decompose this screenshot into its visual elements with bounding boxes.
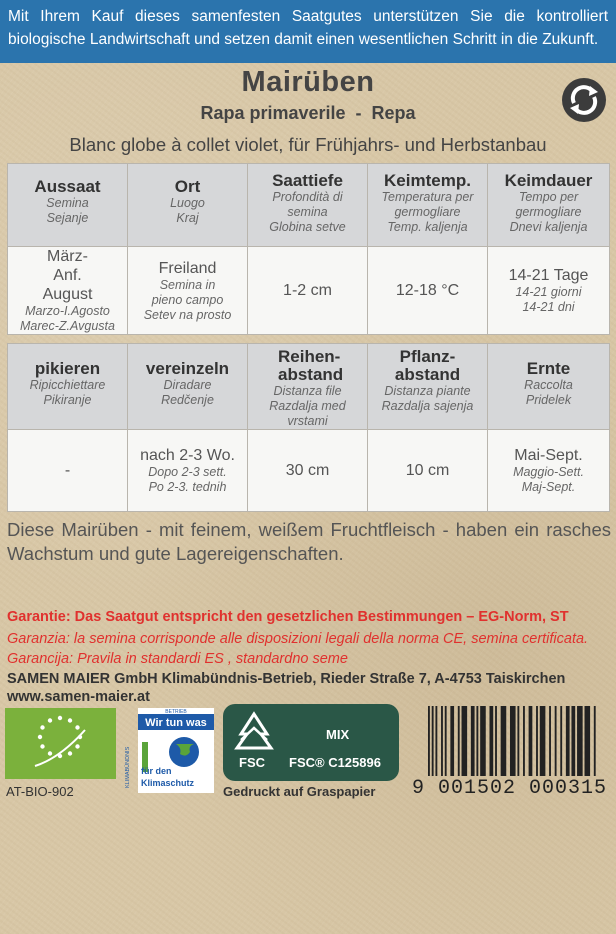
header-vereinzeln: vereinzeln Diradare Redčenje xyxy=(128,344,248,430)
barcode-bar xyxy=(540,706,546,776)
header-pflanzabstand: Pflanz-abstand Distanza piante Razdalja sajenja xyxy=(368,344,488,430)
value-pflanzabstand: 10 cm xyxy=(368,430,488,512)
barcode-bar xyxy=(462,706,468,776)
barcode-bar xyxy=(536,706,538,776)
product-name: Mairüben xyxy=(241,66,375,98)
barcode-bar xyxy=(450,706,454,776)
sowing-table-value-row xyxy=(8,247,610,335)
value-saattiefe: 1-2 cm xyxy=(248,247,368,335)
product-subtitle: Blanc globe à collet violet, für Frühjahrs- und Herbstanbau xyxy=(69,134,547,155)
care-table-header-row xyxy=(8,344,610,430)
klima-bottom-text-1: für den xyxy=(141,766,172,776)
fsc-label: FSC xyxy=(239,755,265,770)
barcode-bar xyxy=(495,706,497,776)
company-website[interactable]: www.samen-maier.at xyxy=(7,689,150,705)
klima-bottom-text-2: Klimaschutz xyxy=(141,778,195,788)
klimabuendnis-logo xyxy=(124,708,214,793)
barcode-bar xyxy=(428,706,430,776)
fsc-mix-label: MIX xyxy=(326,727,350,742)
barcode-bar xyxy=(501,706,507,776)
value-ort: Freiland Semina in pieno campo Setev na prosto xyxy=(128,247,248,335)
barcode-bar xyxy=(445,706,447,776)
barcode-bar xyxy=(549,706,551,776)
barcode-bar xyxy=(571,706,575,776)
banner-line-2: biologische Landwirtschaft und setzen damit einen wesentlichen Schritt in die Zukunft. xyxy=(8,31,599,48)
guarantee-it: Garanzia: la semina corrisponde alle disposizioni legali della norma CE, semina certificata. xyxy=(7,631,589,647)
barcode-digits: 9 001502 000315 xyxy=(412,777,608,800)
barcode-bar xyxy=(566,706,570,776)
value-vereinzeln: nach 2-3 Wo. Dopo 2-3 sett. Po 2-3. tednih xyxy=(128,430,248,512)
care-table xyxy=(7,343,610,512)
barcode-bar xyxy=(441,706,443,776)
variety-description: Diese Mairüben - mit feinem, weißem Fruchtfleisch - haben ein rasches Wachstum und gute Lagereigenschaften. xyxy=(7,519,611,564)
value-ernte: Mai-Sept. Maggio-Sett. Maj-Sept. xyxy=(488,430,610,512)
barcode-bar xyxy=(458,706,460,776)
paper-note: Gedruckt auf Graspapier xyxy=(223,784,376,799)
klima-betrieb-text: BETRIEB xyxy=(165,709,187,715)
fsc-tree-icon xyxy=(233,710,275,754)
header-aussaat: Aussaat Semina Sejanje xyxy=(8,164,128,247)
eu-organic-logo xyxy=(5,708,116,779)
value-aussaat: März-Anf. August Marzo-I.Agosto Marec-Z.Avgusta xyxy=(8,247,128,335)
barcode-bar xyxy=(432,706,434,776)
header-keimtemp: Keimtemp. Temperatura per germogliare Temp. kaljenja xyxy=(368,164,488,247)
barcode-bar xyxy=(435,706,437,776)
header-reihenabstand: Reihen-abstand Distanza file Razdalja med vrstami xyxy=(248,344,368,430)
klima-side-text: KLIMABÜNDNIS xyxy=(125,746,131,788)
fsc-logo xyxy=(223,704,399,781)
value-keimdauer: 14-21 Tage 14-21 giorni 14-21 dni xyxy=(488,247,610,335)
barcode-bar xyxy=(476,706,478,776)
eu-organic-leaf-icon xyxy=(5,708,116,779)
header-ort: Ort Luogo Kraj xyxy=(128,164,248,247)
barcode-bar xyxy=(585,706,591,776)
header-saattiefe: Saattiefe Profondità di semina Globina setve xyxy=(248,164,368,247)
fsc-license-code: FSC® C125896 xyxy=(289,755,381,770)
barcode-bar xyxy=(523,706,525,776)
barcode-bar xyxy=(560,706,562,776)
barcode-bar xyxy=(471,706,475,776)
info-banner xyxy=(0,0,616,63)
barcode-bar xyxy=(577,706,583,776)
barcode-bar xyxy=(529,706,533,776)
value-reihenabstand: 30 cm xyxy=(248,430,368,512)
banner-line-1: Mit Ihrem Kauf dieses samenfesten Saatgutes unterstützen Sie die kontrolliert xyxy=(8,8,608,25)
barcode-bar xyxy=(517,706,519,776)
header-keimdauer: Keimdauer Tempo per germogliare Dnevi kaljenja xyxy=(488,164,610,247)
care-table-value-row xyxy=(8,430,610,512)
sowing-table-header-row xyxy=(8,164,610,247)
company-address: SAMEN MAIER GmbH Klimabündnis-Betrieb, Rieder Straße 7, A-4753 Taiskirchen xyxy=(7,671,566,687)
recycle-icon xyxy=(560,76,608,124)
bio-control-code: AT-BIO-902 xyxy=(6,784,74,799)
barcode-bar xyxy=(594,706,596,776)
barcode-bar xyxy=(510,706,516,776)
klima-top-text: Wir tun was xyxy=(145,717,207,729)
guarantee-sl: Garancija: Pravila in standardi ES , standardno seme xyxy=(7,651,348,667)
value-pikieren: - xyxy=(8,430,128,512)
barcode-bar xyxy=(555,706,557,776)
sowing-table xyxy=(7,163,610,335)
header-pikieren: pikieren Ripicchiettare Pikiranje xyxy=(8,344,128,430)
product-latin-name: Rapa primaverile - Repa xyxy=(200,103,416,123)
barcode-bar xyxy=(480,706,486,776)
barcode-bar xyxy=(489,706,493,776)
value-keimtemp: 12-18 °C xyxy=(368,247,488,335)
guarantee-de: Garantie: Das Saatgut entspricht den gesetzlichen Bestimmungen – EG-Norm, ST xyxy=(7,609,569,625)
header-ernte: Ernte Raccolta Pridelek xyxy=(488,344,610,430)
barcode xyxy=(428,706,605,776)
